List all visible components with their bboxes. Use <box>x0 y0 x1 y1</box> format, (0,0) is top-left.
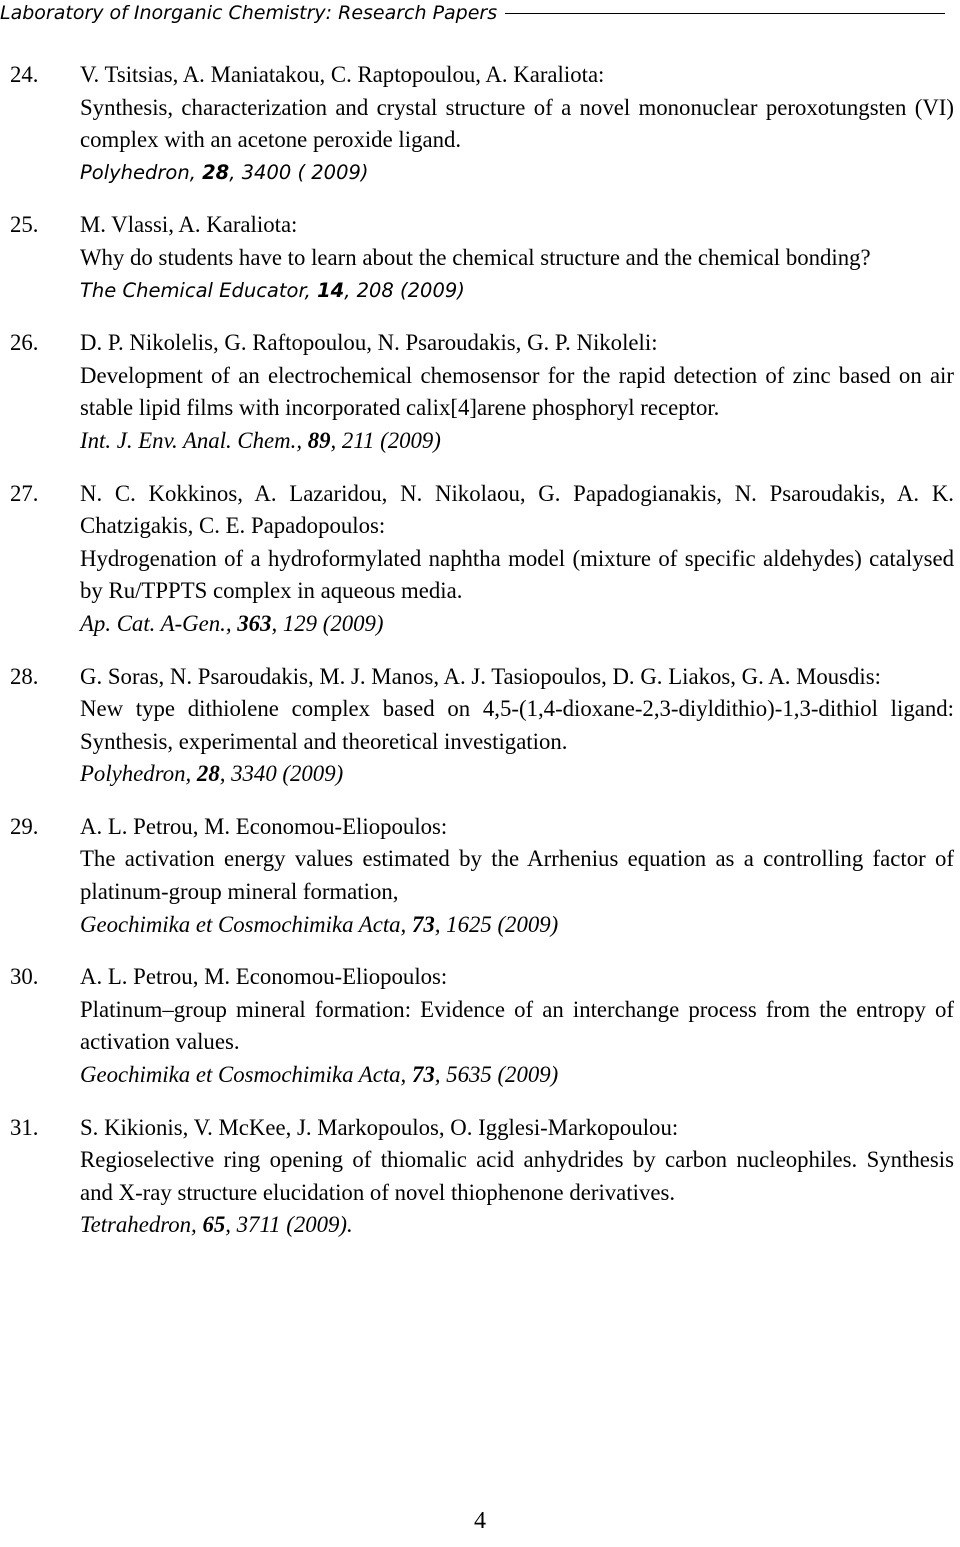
reference-authors: N. C. Kokkinos, A. Lazaridou, N. Nikolaou, G. Papadogianakis, N. Psaroudakis, A. K. Chatzigakis, C. E. Papadopoulos: <box>80 480 954 539</box>
journal-volume: 363 <box>237 610 272 636</box>
journal-pages-year: , 211 (2009) <box>330 427 441 453</box>
journal-volume: 89 <box>307 427 331 453</box>
journal-volume: 14 <box>317 278 345 302</box>
reference-authors: M. Vlassi, A. Karaliota: <box>80 212 298 238</box>
reference-title: Platinum–group mineral formation: Evidence of an interchange process from the entropy of activation values. <box>80 996 954 1055</box>
reference-authors: V. Tsitsias, A. Maniatakou, C. Raptopoulou, A. Karaliota: <box>80 62 605 87</box>
page-number: 4 <box>474 1508 486 1534</box>
reference-number: 25. <box>10 212 39 238</box>
reference-number: 27. <box>10 480 39 506</box>
reference-authors: S. Kikionis, V. McKee, J. Markopoulos, O. Igglesi-Markopoulou: <box>80 1114 679 1140</box>
reference-journal <box>80 1059 954 1092</box>
journal-volume: 28 <box>196 761 220 787</box>
reference-item-24 <box>10 59 954 189</box>
reference-title: New type dithiolene complex based on 4,5-(1,4-dioxane-2,3-diyldithio)-1,3-dithiol ligand: Synthesis, experimental and theoretical investigation. <box>80 696 954 754</box>
reference-list <box>10 59 954 1262</box>
reference-title: Why do students have to learn about the chemical structure and the chemical bonding? <box>80 244 871 270</box>
reference-authors: D. P. Nikolelis, G. Raftopoulou, N. Psaroudakis, G. P. Nikoleli: <box>80 330 658 356</box>
reference-journal <box>80 1209 954 1242</box>
reference-title: The activation energy values estimated by the Arrhenius equation as a controlling factor of platinum-group mineral formation, <box>80 846 954 905</box>
journal-volume: 73 <box>411 1062 435 1088</box>
reference-journal <box>80 608 954 641</box>
reference-journal <box>80 425 954 458</box>
reference-authors: A. L. Petrou, M. Economou-Eliopoulos: <box>80 813 448 839</box>
reference-item-27 <box>10 478 954 641</box>
journal-name: Tetrahedron, <box>80 1212 203 1238</box>
journal-pages-year: , 129 (2009) <box>271 610 384 636</box>
journal-pages-year: , 5635 (2009) <box>434 1062 559 1088</box>
journal-pages-year: , 3340 (2009) <box>219 761 344 787</box>
reference-journal <box>80 157 954 190</box>
reference-item-25 <box>10 209 954 307</box>
header-rule <box>505 13 945 14</box>
journal-name: Geochimika et Cosmochimika Acta, <box>80 911 412 937</box>
reference-title: Development of an electrochemical chemosensor for the rapid detection of zinc based on air stable lipid films with incorporated calix[4]arene phosphoryl receptor. <box>80 362 954 421</box>
journal-name: Ap. Cat. A-Gen., <box>80 610 238 636</box>
reference-journal <box>80 758 954 791</box>
reference-authors: A. L. Petrou, M. Economou-Eliopoulos: <box>80 964 448 990</box>
reference-title: Synthesis, characterization and crystal structure of a novel mononuclear peroxotungsten (VI) complex with an acetone peroxide ligand. <box>80 94 954 153</box>
reference-number: 30. <box>10 964 39 990</box>
running-header <box>0 0 945 26</box>
reference-number: 26. <box>10 330 39 356</box>
reference-item-29 <box>10 811 954 941</box>
reference-item-31 <box>10 1112 954 1242</box>
reference-item-30 <box>10 961 954 1091</box>
reference-number: 24. <box>10 62 39 87</box>
journal-name: The Chemical Educator, <box>80 278 318 302</box>
journal-name: Int. J. Env. Anal. Chem., <box>80 427 308 453</box>
journal-volume: 28 <box>202 160 230 184</box>
reference-title: Hydrogenation of a hydroformylated naphtha model (mixture of specific aldehydes) catalysed by Ru/TPPTS complex in aqueous media. <box>80 545 954 604</box>
journal-name: Geochimika et Cosmochimika Acta, <box>80 1062 412 1088</box>
reference-authors: G. Soras, N. Psaroudakis, M. J. Manos, A. J. Tasiopoulos, D. G. Liakos, G. A. Mousdis: <box>80 663 881 689</box>
reference-journal <box>80 275 954 308</box>
journal-name: Polyhedron, <box>80 761 197 787</box>
reference-item-26 <box>10 327 954 457</box>
journal-volume: 65 <box>202 1212 226 1238</box>
journal-volume: 73 <box>411 911 435 937</box>
reference-number: 31. <box>10 1114 39 1140</box>
journal-name: Polyhedron, <box>80 160 203 184</box>
journal-pages-year: , 3711 (2009). <box>225 1212 353 1238</box>
journal-pages-year: , 3400 ( 2009) <box>229 160 369 184</box>
reference-item-28 <box>10 661 954 791</box>
reference-title: Regioselective ring opening of thiomalic acid anhydrides by carbon nucleophiles. Synthesis and X-ray structure elucidation of novel thiophenone derivatives. <box>80 1147 954 1205</box>
header-title: Laboratory of Inorganic Chemistry: Research Papers <box>0 2 498 24</box>
reference-journal <box>80 909 954 942</box>
reference-number: 28. <box>10 663 39 689</box>
journal-pages-year: , 208 (2009) <box>344 278 465 302</box>
reference-number: 29. <box>10 813 39 839</box>
journal-pages-year: , 1625 (2009) <box>434 911 559 937</box>
